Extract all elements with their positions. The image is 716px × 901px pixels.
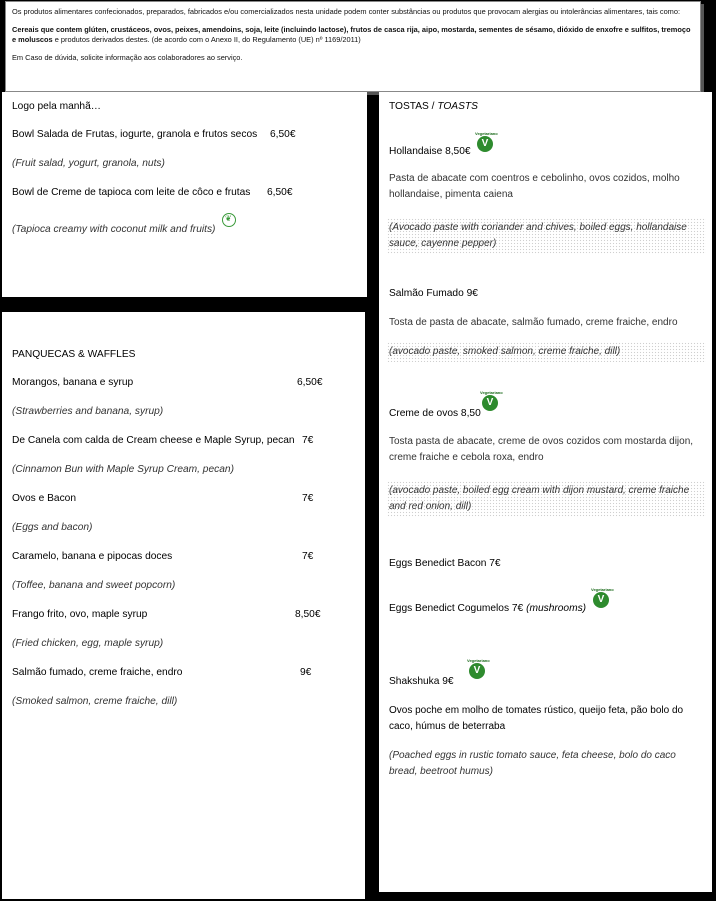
menu-item-name: Morangos, banana e syrup [12,377,134,388]
menu-item-desc: Pasta de abacate com coentros e cebolinho, ovos cozidos, molho hollandaise, pimenta caiena [389,173,680,200]
toasts-panel [379,92,712,892]
toasts-heading-pt: TOSTAS / [389,101,438,112]
menu-item-price: 6,50€ [297,377,323,388]
menu-item-name: Bowl de Creme de tapioca com leite de côco e frutas [12,187,251,198]
menu-item-name: Frango frito, ovo, maple syrup [12,609,148,620]
menu-item-desc: (Tapioca creamy with coconut milk and fruits) [12,224,216,235]
menu-item-name-pt: Eggs Benedict Cogumelos 7€ [389,603,527,614]
menu-item-translation: (avocado paste, boiled egg cream with dijon mustard, creme fraiche and red onion, dill) [387,481,706,517]
menu-item-desc: Tosta pasta de abacate, creme de ovos cozidos com mostarda dijon, creme fraiche e cebola roxa, endro [389,436,694,463]
allergen-intro: Os produtos alimentares confecionados, preparados, fabricados e/ou comercializados nesta unidade podem conter substâncias ou produtos que provocam alergias ou intolerâncias alimentares, tais como: [12,7,681,16]
menu-item-desc: (Toffee, banana and sweet popcorn) [12,580,176,591]
menu-item-name-en: (mushrooms) [526,603,587,614]
pancakes-panel [2,312,365,899]
menu-item-name: De Canela com calda de Cream cheese e Maple Syrup, pecan [12,435,295,446]
breakfast-heading: Logo pela manhã… [12,101,101,112]
menu-item-name: Salmão Fumado 9€ [389,288,478,299]
menu-item-name: Creme de ovos 8,50 [389,408,481,419]
menu-item-desc: Ovos poche em molho de tomates rústico, queijo feta, pão bolo do caco, húmus de beterraba [389,705,684,732]
menu-item-price: 6,50€ [267,187,293,198]
menu-item-desc: (Cinnamon Bun with Maple Syrup Cream, pecan) [12,464,234,475]
breakfast-panel [2,92,367,297]
menu-item-name: Caramelo, banana e pipocas doces [12,551,173,562]
toasts-heading [389,101,478,112]
menu-item-name: Hollandaise 8,50€ [389,146,471,157]
pancakes-heading: PANQUECAS & WAFFLES [12,349,136,360]
vegan-leaf-icon: ❦ [222,213,236,227]
allergen-doubt: Em Caso de dúvida, solicite informação aos colaboradores ao serviço. [12,52,243,62]
menu-item-price: 7€ [302,435,314,446]
menu-item-desc: (Fruit salad, yogurt, granola, nuts) [12,158,165,169]
menu-item-price: 7€ [302,493,314,504]
vegetarian-badge-icon: Vegetariano V [591,587,611,611]
menu-item-name: Shakshuka 9€ [389,676,454,687]
menu-item-price: 9€ [300,667,312,678]
toasts-heading-en: TOASTS [437,101,478,112]
menu-item-price: 7€ [302,551,314,562]
menu-item-translation: (avocado paste, smoked salmon, creme fraiche, dill) [387,342,706,362]
menu-item-desc: (Fried chicken, egg, maple syrup) [12,638,164,649]
menu-item-name: Bowl Salada de Frutas, iogurte, granola e frutos secos [12,129,258,140]
menu-item-price: 8,50€ [295,609,321,620]
allergen-list-bold: Cereais que contem glúten, crustáceos, ovos, peixes, amendoins, soja, leite (incluindo lactose), frutos de casca rija, aipo, mostarda, sementes de sésamo, dióxido de enxofre e sulfitos, tremoço e moluscos [12,24,691,45]
menu-item-desc: Tosta de pasta de abacate, salmão fumado, creme fraiche, endro [389,317,678,328]
allergen-list [12,25,694,46]
menu-item-translation: (Avocado paste with coriander and chives, boiled eggs, hollandaise sauce, cayenne pepper) [387,218,706,254]
allergen-list-tail: e produtos derivados destes. (de acordo com o Anexo II, do Regulamento (UE) nº 1169/2011) [52,35,361,45]
vegetarian-badge-icon: Vegetariano V [467,658,487,682]
menu-item-price: 6,50€ [270,129,296,140]
menu-item-translation: (Poached eggs in rustic tomato sauce, feta cheese, bolo do caco bread, beetroot humus) [389,750,676,777]
menu-item-desc: (Strawberries and banana, syrup) [12,406,164,417]
vegetarian-badge-icon: Vegetariano V [480,390,500,414]
menu-item-name: Eggs Benedict Bacon 7€ [389,558,501,569]
menu-item-name: Ovos e Bacon [12,493,76,504]
vegetarian-badge-icon: Vegetariano V [475,131,495,155]
allergen-notice [5,1,701,92]
menu-item-desc: (Smoked salmon, creme fraiche, dill) [12,696,178,707]
menu-item-name [389,603,586,614]
menu-item-name: Salmão fumado, creme fraiche, endro [12,667,183,678]
menu-item-desc: (Eggs and bacon) [12,522,93,533]
